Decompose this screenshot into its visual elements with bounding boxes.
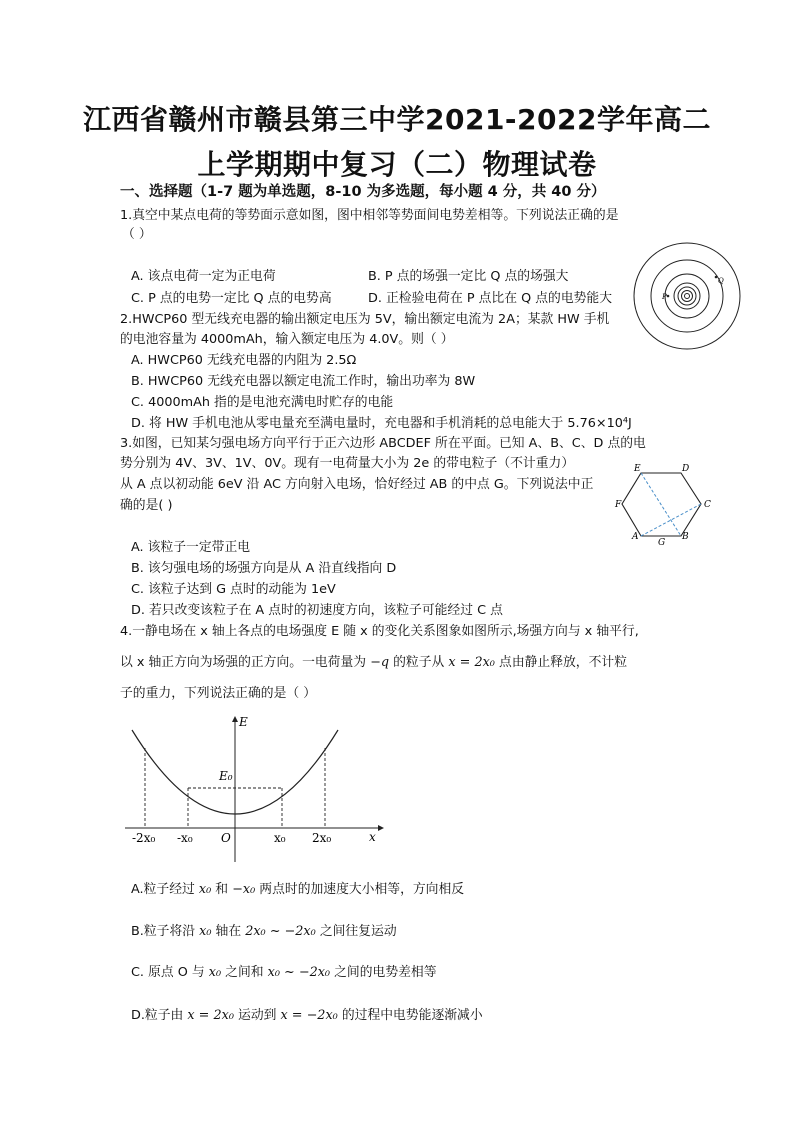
q1-label-q: Q xyxy=(718,277,724,285)
q4-graph-e0: E₀ xyxy=(219,769,233,783)
q2-option-d: D. 将 HW 手机电池从零电量充至满电量时，充电器和手机消耗的总电能大于 5.76×10⁴J xyxy=(131,416,632,431)
q3-stem-line-4: 确的是( ) xyxy=(120,498,173,513)
title-line-2: 上学期期中复习（二）物理试卷 xyxy=(197,148,597,181)
q2-stem-line-1: 2.HWCP60 型无线充电器的输出额定电压为 5V，输出额定电流为 2A；某款 HW 手机 xyxy=(120,312,610,327)
q3-stem-line-2: 势分别为 4V、3V、1V、0V。现有一电荷量大小为 2e 的带电粒子（不计重力） xyxy=(120,456,575,471)
q2-option-a: A. HWCP60 无线充电器的内阻为 2.5Ω xyxy=(131,353,357,368)
q4-stem-line-3: 子的重力，下列说法正确的是（ ） xyxy=(120,686,317,701)
q1-label-p: P xyxy=(662,293,667,301)
q4-stem-line-1: 4.一静电场在 x 轴上各点的电场强度 E 随 x 的变化关系图象如图所示,场强方向与 x 轴平行, xyxy=(120,624,639,639)
q3-option-d: D. 若只改变该粒子在 A 点时的初速度方向，该粒子可能经过 C 点 xyxy=(131,603,503,618)
q3-stem-line-1: 3.如图，已知某匀强电场方向平行于正六边形 ABCDEF 所在平面。已知 A、B、C、D 点的电 xyxy=(120,436,646,451)
q4-option-c: C. 原点 O 与 x₀ 之间和 x₀ ~ −2x₀ 之间的电势差相等 xyxy=(131,965,437,980)
q4-graph-tick-negx0: -x₀ xyxy=(177,831,193,845)
q1-option-c: C. P 点的电势一定比 Q 点的电势高 xyxy=(131,291,332,306)
q4-graph-tick-2x0: 2x₀ xyxy=(312,831,332,845)
q4-e-x-graph xyxy=(120,710,385,866)
q1-option-a: A. 该点电荷一定为正电荷 xyxy=(131,269,276,284)
q2-option-c: C. 4000mAh 指的是电池充满电时贮存的电能 xyxy=(131,395,394,410)
title-line-1: 江西省赣州市赣县第三中学2021-2022学年高二 xyxy=(83,103,711,136)
q3-label-d: D xyxy=(682,464,690,474)
q4-graph-origin: O xyxy=(221,831,231,845)
q2-stem-line-2: 的电池容量为 4000mAh，输入额定电压为 4.0V。则（ ） xyxy=(120,332,454,347)
q3-stem-line-3: 从 A 点以初动能 6eV 沿 AC 方向射入电场，恰好经过 AB 的中点 G。下列说法中正 xyxy=(120,477,594,492)
q1-stem-line-2: （ ） xyxy=(122,227,152,242)
q3-label-c: C xyxy=(704,500,711,510)
q3-option-b: B. 该匀强电场的场强方向是从 A 沿直线指向 D xyxy=(131,561,397,576)
q3-label-e: E xyxy=(634,464,641,474)
q4-option-a: A.粒子经过 x₀ 和 −x₀ 两点时的加速度大小相等，方向相反 xyxy=(131,882,465,897)
q4-graph-tick-neg2x0: -2x₀ xyxy=(132,831,156,845)
section-heading: 一、选择题（1-7 题为单选题，8-10 为多选题，每小题 4 分，共 40 分） xyxy=(120,184,606,200)
q3-option-a: A. 该粒子一定带正电 xyxy=(131,540,251,555)
q3-option-c: C. 该粒子达到 G 点时的动能为 1eV xyxy=(131,582,336,597)
q4-option-b: B.粒子将沿 x₀ 轴在 2x₀ ~ −2x₀ 之间往复运动 xyxy=(131,924,397,939)
q1-option-b: B. P 点的场强一定比 Q 点的场强大 xyxy=(368,269,569,284)
q1-equipotential-figure xyxy=(632,241,744,353)
q3-label-f: F xyxy=(615,500,622,510)
q3-label-g: G xyxy=(658,538,666,548)
q4-stem-line-2: 以 x 轴正方向为场强的正方向。一电荷量为 −q 的粒子从 x = 2x₀ 点由静止释放，不计粒 xyxy=(120,655,627,670)
q3-hexagon-figure xyxy=(612,460,714,548)
q1-option-d: D. 正检验电荷在 P 点比在 Q 点的电势能大 xyxy=(368,291,613,306)
q4-graph-ylabel: E xyxy=(239,715,248,729)
q3-label-b: B xyxy=(682,532,689,542)
q1-stem-line-1: 1.真空中某点电荷的等势面示意如图，图中相邻等势面间电势差相等。下列说法正确的是 xyxy=(120,208,619,223)
q3-label-a: A xyxy=(632,532,639,542)
q2-option-b: B. HWCP60 无线充电器以额定电流工作时，输出功率为 8W xyxy=(131,374,476,389)
q4-graph-xlabel: x xyxy=(369,830,376,844)
q4-graph-tick-x0: x₀ xyxy=(274,831,286,845)
q4-option-d: D.粒子由 x = 2x₀ 运动到 x = −2x₀ 的过程中电势能逐渐减小 xyxy=(131,1008,483,1023)
